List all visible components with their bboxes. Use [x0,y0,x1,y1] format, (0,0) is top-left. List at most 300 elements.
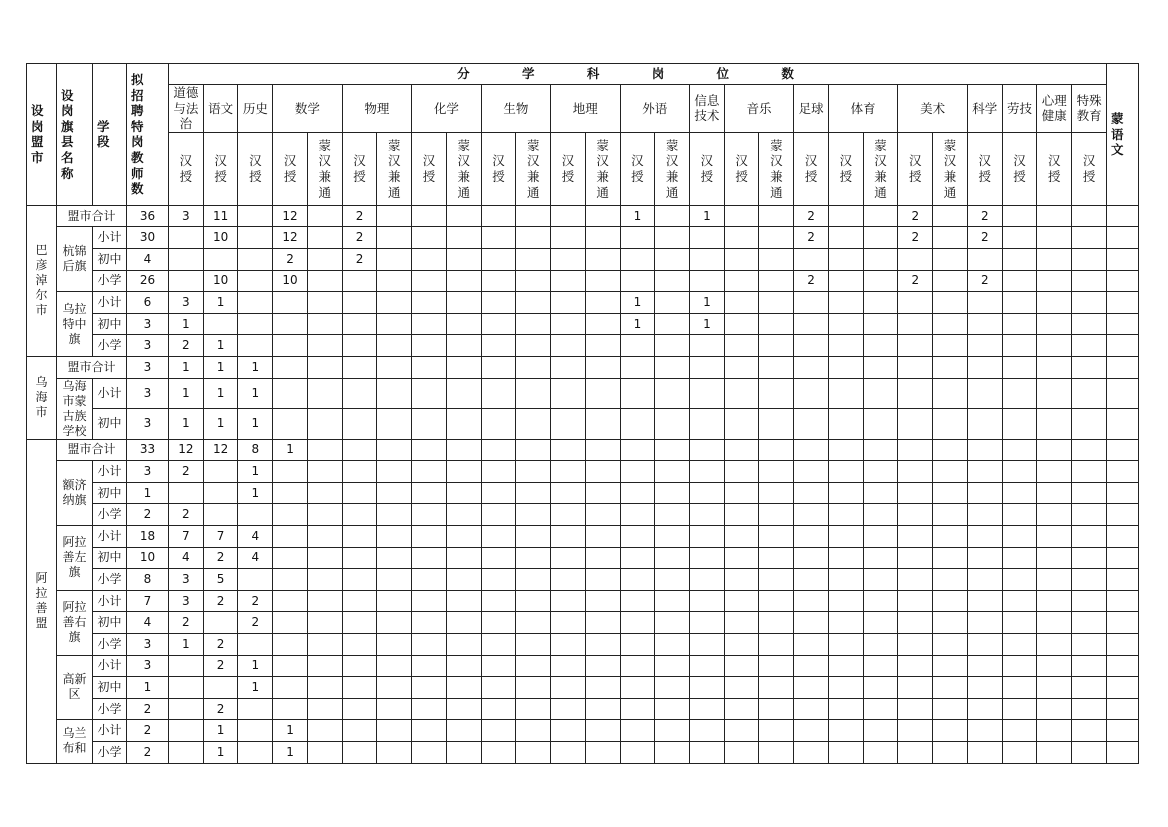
table-cell-empty [446,677,481,699]
table-cell-empty [898,313,933,335]
table-cell-empty [828,482,863,504]
table-cell: 2 [203,698,238,720]
table-cell-empty [1107,526,1139,548]
table-cell-empty [412,504,447,526]
table-cell-empty [967,677,1002,699]
header-subcolumn: 汉授 [690,132,725,205]
table-cell: 4 [169,547,204,569]
table-cell-empty [446,526,481,548]
table-cell-empty [828,335,863,357]
table-cell-empty [967,313,1002,335]
table-cell: 2 [238,612,273,634]
row-total: 6 [127,292,169,314]
table-cell-empty [863,590,898,612]
table-cell: 1 [203,409,238,440]
table-row [27,569,1139,591]
table-cell-empty [516,270,551,292]
header-subcolumn: 汉授 [412,132,447,205]
header-subject: 科学 [967,85,1002,133]
table-cell-empty [655,547,690,569]
table-cell-empty [863,720,898,742]
table-cell-empty [828,249,863,271]
table-cell-empty [169,698,204,720]
table-cell-empty [446,439,481,461]
table-cell-empty [307,655,342,677]
table-cell-empty [1107,227,1139,249]
table-cell-empty [446,504,481,526]
table-cell-empty [1037,698,1072,720]
table-cell: 2 [169,461,204,483]
table-cell-empty [377,590,412,612]
table-cell: 2 [794,270,829,292]
table-cell-empty [1107,612,1139,634]
table-row [27,677,1139,699]
table-cell-empty [307,439,342,461]
table-cell-empty [412,439,447,461]
table-cell-empty [481,378,516,409]
table-cell-empty [1072,569,1107,591]
table-cell-empty [620,547,655,569]
table-cell-empty [1107,409,1139,440]
table-cell-empty [342,439,377,461]
table-cell-empty [1002,590,1037,612]
stage-label: 小学 [93,633,127,655]
table-cell-empty [585,439,620,461]
table-cell-empty [585,357,620,379]
table-cell-empty [1002,205,1037,227]
table-cell-empty [1072,378,1107,409]
table-cell-empty [446,378,481,409]
table-cell-empty [412,698,447,720]
table-cell-empty [690,378,725,409]
table-cell-empty [1107,357,1139,379]
county-name: 阿拉善右旗 [57,590,93,655]
table-cell: 11 [203,205,238,227]
table-cell-empty [655,227,690,249]
table-cell-empty [794,249,829,271]
header-subject: 音乐 [724,85,793,133]
table-cell-empty [238,249,273,271]
table-cell-empty [307,569,342,591]
table-cell-empty [794,569,829,591]
table-cell-empty [863,313,898,335]
table-cell-empty [585,633,620,655]
table-cell-empty [863,205,898,227]
table-cell-empty [412,590,447,612]
table-cell-empty [933,409,968,440]
table-cell-empty [724,335,759,357]
table-cell-empty [585,504,620,526]
table-cell: 1 [169,409,204,440]
table-cell-empty [620,227,655,249]
summary-label: 盟市合计 [57,357,127,379]
table-cell-empty [794,292,829,314]
table-cell-empty [377,504,412,526]
table-cell-empty [655,677,690,699]
table-cell-empty [655,439,690,461]
table-cell-empty [1002,270,1037,292]
header-subcolumn: 汉授 [238,132,273,205]
table-cell-empty [307,227,342,249]
table-cell: 2 [794,227,829,249]
stage-label: 初中 [93,409,127,440]
table-cell-empty [724,612,759,634]
table-cell-empty [585,313,620,335]
table-cell-empty [690,439,725,461]
stage-label: 小计 [93,655,127,677]
table-cell-empty [377,720,412,742]
table-cell-empty [342,547,377,569]
table-cell: 2 [342,249,377,271]
table-cell-empty [655,409,690,440]
row-total: 7 [127,590,169,612]
table-cell-empty [1037,335,1072,357]
table-cell-empty [1072,741,1107,763]
table-cell-empty [828,313,863,335]
table-cell-empty [169,482,204,504]
table-cell: 3 [169,205,204,227]
row-total: 2 [127,741,169,763]
table-cell-empty [1037,677,1072,699]
table-cell: 1 [273,439,308,461]
table-cell-empty [273,547,308,569]
table-cell-empty [169,741,204,763]
table-cell-empty [481,357,516,379]
row-total: 10 [127,547,169,569]
table-cell-empty [412,227,447,249]
table-cell: 3 [169,590,204,612]
table-cell: 1 [203,741,238,763]
stage-label: 小计 [93,378,127,409]
table-cell: 2 [203,633,238,655]
city-name: 巴彦淖尔市 [27,205,57,356]
table-cell-empty [759,677,794,699]
table-cell-empty [724,655,759,677]
row-total: 2 [127,504,169,526]
table-cell-empty [863,270,898,292]
table-cell-empty [724,313,759,335]
stage-label: 小学 [93,335,127,357]
table-cell-empty [412,547,447,569]
table-cell-empty [307,698,342,720]
table-cell-empty [307,249,342,271]
table-cell-empty [759,335,794,357]
table-cell-empty [794,633,829,655]
table-cell-empty [1037,227,1072,249]
table-cell-empty [516,378,551,409]
table-row [27,633,1139,655]
table-cell-empty [1002,313,1037,335]
table-cell-empty [794,335,829,357]
table-cell-empty [446,482,481,504]
table-cell-empty [446,720,481,742]
table-cell-empty [551,504,586,526]
table-cell-empty [273,633,308,655]
table-cell-empty [794,590,829,612]
table-cell-empty [585,409,620,440]
table-cell-empty [690,482,725,504]
recruitment-table [26,63,1148,764]
table-cell-empty [1072,439,1107,461]
table-cell-empty [342,292,377,314]
table-cell-empty [759,741,794,763]
header-stage: 学段 [93,64,127,206]
header-subject: 心理健康 [1037,85,1072,133]
table-cell-empty [759,378,794,409]
table-cell-empty [446,698,481,720]
table-cell-empty [828,270,863,292]
table-cell-empty [620,482,655,504]
table-cell-empty [481,270,516,292]
table-cell-empty [516,409,551,440]
table-cell-empty [446,655,481,677]
table-cell-empty [759,313,794,335]
table-cell-empty [863,227,898,249]
table-cell-empty [1037,482,1072,504]
table-cell-empty [863,378,898,409]
table-cell-empty [759,590,794,612]
table-cell-empty [1037,249,1072,271]
table-cell-empty [516,569,551,591]
stage-label: 小学 [93,270,127,292]
table-cell-empty [1002,526,1037,548]
table-cell-empty [724,482,759,504]
table-cell-empty [377,482,412,504]
table-cell-empty [1002,569,1037,591]
table-cell-empty [585,698,620,720]
stage-label: 小学 [93,698,127,720]
table-cell-empty [1107,655,1139,677]
table-cell-empty [342,526,377,548]
table-cell-empty [863,461,898,483]
table-cell-empty [828,227,863,249]
row-total: 8 [127,569,169,591]
table-cell-empty [585,227,620,249]
table-cell: 7 [203,526,238,548]
table-cell-empty [1107,378,1139,409]
table-cell-empty [828,741,863,763]
table-cell: 1 [238,409,273,440]
table-cell-empty [690,590,725,612]
table-cell-empty [933,205,968,227]
table-cell-empty [585,741,620,763]
table-cell-empty [690,698,725,720]
table-cell-empty [898,526,933,548]
table-cell-empty [967,357,1002,379]
table-cell-empty [724,526,759,548]
table-cell-empty [1072,677,1107,699]
row-total: 3 [127,409,169,440]
county-name: 高新区 [57,655,93,720]
header-subcolumn: 蒙汉兼通 [933,132,968,205]
table-cell-empty [898,741,933,763]
table-cell-empty [169,655,204,677]
table-cell-empty [169,249,204,271]
table-cell-empty [724,270,759,292]
table-cell-empty [898,590,933,612]
table-cell-empty [412,633,447,655]
table-cell-empty [967,720,1002,742]
table-cell-empty [1037,504,1072,526]
table-cell-empty [551,720,586,742]
header-subcolumn: 汉授 [551,132,586,205]
table-cell-empty [307,378,342,409]
table-cell-empty [412,720,447,742]
table-cell-empty [273,292,308,314]
table-cell-empty [794,526,829,548]
header-subject: 生物 [481,85,550,133]
table-cell-empty [759,227,794,249]
table-row [27,720,1139,742]
table-cell-empty [620,741,655,763]
table-cell-empty [724,741,759,763]
table-cell-empty [238,292,273,314]
table-row [27,270,1139,292]
table-cell-empty [342,335,377,357]
table-cell-empty [863,612,898,634]
table-cell-empty [690,633,725,655]
table-cell-empty [516,677,551,699]
table-cell-empty [481,335,516,357]
table-cell-empty [620,409,655,440]
table-cell-empty [412,357,447,379]
county-name: 额济纳旗 [57,461,93,526]
table-cell-empty [412,249,447,271]
table-cell-empty [516,313,551,335]
table-cell-empty [516,292,551,314]
table-cell: 2 [169,612,204,634]
table-cell-empty [551,335,586,357]
table-cell-empty [585,720,620,742]
table-cell-empty [655,335,690,357]
table-cell-empty [412,270,447,292]
table-cell-empty [516,526,551,548]
table-cell-empty [551,461,586,483]
table-cell-empty [481,504,516,526]
table-cell-empty [342,482,377,504]
table-cell-empty [620,461,655,483]
table-cell-empty [898,409,933,440]
table-cell-empty [967,504,1002,526]
table-cell: 12 [273,227,308,249]
row-total: 2 [127,698,169,720]
table-cell-empty [794,409,829,440]
table-cell-empty [863,633,898,655]
header-subcolumn: 汉授 [273,132,308,205]
table-cell-empty [655,698,690,720]
header-subcolumn: 汉授 [967,132,1002,205]
table-cell-empty [898,655,933,677]
table-cell-empty [690,741,725,763]
table-cell-empty [1037,439,1072,461]
header-subcolumn: 汉授 [1072,132,1107,205]
stage-label: 小计 [93,720,127,742]
table-cell-empty [620,249,655,271]
table-cell: 1 [169,633,204,655]
table-cell-empty [238,270,273,292]
table-cell-empty [828,655,863,677]
table-cell-empty [377,439,412,461]
table-cell-empty [620,335,655,357]
table-cell-empty [273,569,308,591]
table-cell-empty [655,357,690,379]
table-cell-empty [724,439,759,461]
table-cell: 2 [967,270,1002,292]
table-row [27,409,1139,440]
table-cell: 1 [169,378,204,409]
table-cell-empty [828,698,863,720]
table-cell-empty [828,378,863,409]
city-name: 乌海市 [27,357,57,440]
table-cell-empty [967,590,1002,612]
table-cell-empty [585,526,620,548]
header-subcolumn: 汉授 [203,132,238,205]
table-cell-empty [169,270,204,292]
table-cell-empty [1107,590,1139,612]
table-cell-empty [863,439,898,461]
table-cell-empty [516,655,551,677]
table-cell: 1 [238,461,273,483]
table-cell-empty [169,720,204,742]
table-cell-empty [551,612,586,634]
table-cell-empty [898,612,933,634]
table-cell-empty [1072,612,1107,634]
table-cell-empty [933,378,968,409]
table-cell-empty [307,461,342,483]
table-cell-empty [342,590,377,612]
table-cell-empty [759,504,794,526]
table-cell-empty [1072,270,1107,292]
table-cell-empty [412,526,447,548]
table-cell-empty [863,335,898,357]
table-cell-empty [828,504,863,526]
table-cell-empty [1037,357,1072,379]
table-cell-empty [933,292,968,314]
table-cell-empty [690,720,725,742]
table-cell-empty [1037,741,1072,763]
table-cell-empty [724,357,759,379]
table-cell-empty [898,292,933,314]
table-cell-empty [933,270,968,292]
table-cell-empty [446,461,481,483]
table-cell-empty [1072,633,1107,655]
table-cell-empty [377,677,412,699]
table-cell-empty [620,270,655,292]
table-cell-empty [377,633,412,655]
table-cell-empty [342,378,377,409]
table-cell-empty [273,409,308,440]
row-total: 3 [127,655,169,677]
table-cell-empty [481,205,516,227]
table-cell-empty [1002,698,1037,720]
header-subcolumn: 汉授 [794,132,829,205]
table-cell-empty [203,313,238,335]
summary-label: 盟市合计 [57,439,127,461]
table-cell-empty [551,378,586,409]
table-cell: 2 [967,205,1002,227]
table-cell-empty [516,547,551,569]
table-cell-empty [794,612,829,634]
table-cell-empty [238,741,273,763]
table-cell-empty [724,504,759,526]
table-cell-empty [828,547,863,569]
table-row [27,313,1139,335]
table-cell-empty [967,526,1002,548]
row-total: 1 [127,677,169,699]
table-cell-empty [933,569,968,591]
table-cell-empty [933,227,968,249]
table-cell-empty [1107,547,1139,569]
